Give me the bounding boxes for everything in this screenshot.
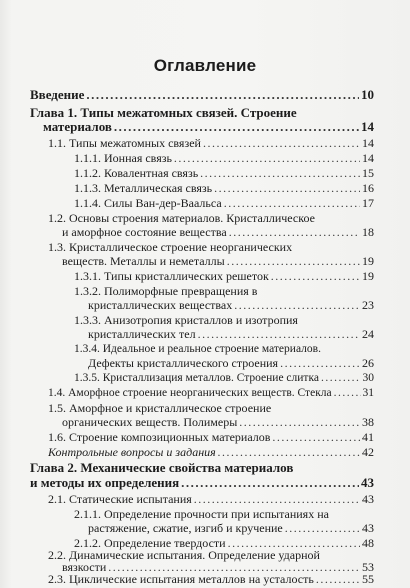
dot-leader [272, 430, 360, 444]
entry-title: 2.3. Циклические испытания металлов на усталость [48, 572, 314, 586]
entry-title: материалов [43, 120, 112, 134]
entry-page: 31 [362, 387, 374, 399]
toc-entry-1-6[interactable] [48, 430, 374, 444]
toc-entry-1-5-line1[interactable]: 1.5. Аморфное и кристаллическое строение [48, 401, 272, 415]
page-title: Оглавление [153, 56, 257, 75]
toc-chapter-2-line1[interactable]: Глава 2. Механические свойства материалов [30, 460, 294, 475]
entry-page: 42 [362, 445, 374, 459]
toc-entry-1-1-1[interactable] [74, 151, 374, 165]
dot-leader [200, 166, 360, 180]
dot-leader [316, 572, 360, 586]
entry-title: вязкости [62, 560, 107, 574]
toc-entry-2-1[interactable] [48, 492, 374, 506]
entry-title: 1.3.1. Типы кристаллических решеток [74, 269, 269, 283]
toc-entry-intro[interactable] [30, 88, 374, 102]
dot-leader [174, 151, 360, 165]
entry-page: 43 [362, 521, 374, 535]
entry-page: 48 [362, 536, 374, 550]
dot-leader [227, 254, 360, 268]
entry-title: 1.1.1. Ионная связь [74, 151, 172, 165]
entry-title: и методы их определения [30, 476, 180, 490]
toc-entry-1-3-line1[interactable]: 1.3. Кристаллическое строение неорганических [48, 240, 293, 254]
entry-page: 15 [362, 166, 374, 180]
entry-title: растяжение, сжатие, изгиб и кручение [88, 521, 283, 535]
entry-page: 55 [362, 572, 374, 586]
entry-title: 1.1.4. Силы Ван-дер-Ваальса [74, 196, 222, 210]
entry-title: 2.1.2. Определение твердости [74, 536, 226, 550]
dot-leader [198, 327, 360, 341]
dot-leader [214, 181, 360, 195]
toc-entry-1-3-4[interactable] [88, 356, 374, 370]
toc-entry-1-1[interactable] [48, 136, 374, 150]
entry-title: Введение [30, 88, 85, 102]
entry-title: Дефекты кристаллического строения [88, 356, 279, 370]
toc-entry-questions-1[interactable] [48, 445, 374, 459]
entry-title: Контрольные вопросы и задания [48, 445, 216, 459]
toc-entry-2-3[interactable] [48, 572, 374, 586]
toc-entry-1-3-3[interactable] [88, 327, 374, 341]
entry-title: 1.6. Строение композиционных материалов [48, 430, 271, 444]
toc-entry-1-2[interactable] [62, 225, 374, 239]
entry-page: 14 [362, 151, 374, 165]
toc-entry-1-2-line1[interactable]: 1.2. Основы строения материалов. Кристаллическое [48, 211, 315, 225]
entry-title: 1.3.5. Кристаллизация металлов. Строение слитка [74, 372, 319, 384]
entry-page: 43 [361, 476, 374, 490]
entry-page: 19 [362, 254, 374, 268]
toc-entry-1-1-4[interactable] [74, 196, 374, 210]
dot-leader [203, 136, 360, 150]
toc-entry-1-3-4-line1[interactable]: 1.3.4. Идеальное и реальное строение материалов. [74, 343, 321, 355]
toc-entry-1-3-2-line1[interactable]: 1.3.2. Полиморфные превращения в [74, 284, 258, 298]
entry-page: 14 [361, 120, 374, 134]
toc-chapter-1-line1[interactable]: Глава 1. Типы межатомных связей. Строение [30, 105, 297, 120]
entry-page: 26 [362, 356, 374, 370]
entry-title: кристаллических веществах [88, 298, 233, 312]
entry-title: 1.4. Аморфное строение неорганических веществ. Стекла [48, 387, 332, 399]
entry-page: 19 [362, 269, 374, 283]
toc-entry-2-1-1[interactable] [88, 521, 374, 535]
entry-title: кристаллических тел [88, 327, 196, 341]
dot-leader [321, 371, 361, 385]
entry-page: 17 [362, 196, 374, 210]
dot-leader [280, 356, 360, 370]
toc-entry-1-1-3[interactable] [74, 181, 374, 195]
dot-leader [181, 476, 359, 490]
entry-page: 24 [362, 327, 374, 341]
entry-title: 1.1. Типы межатомных связей [48, 136, 201, 150]
entry-page: 30 [362, 372, 374, 384]
entry-page: 53 [362, 560, 374, 574]
entry-page: 43 [362, 492, 374, 506]
entry-page: 23 [362, 298, 374, 312]
toc-entry-1-3-5[interactable] [74, 371, 374, 385]
entry-page: 14 [362, 136, 374, 150]
entry-page: 18 [362, 225, 374, 239]
toc-entry-2-2-line1[interactable]: 2.2. Динамические испытания. Определение ударной [48, 548, 320, 562]
toc-chapter-2[interactable] [30, 476, 374, 490]
dot-leader [285, 521, 360, 535]
dot-leader [114, 120, 359, 134]
entry-title: 1.1.3. Металлическая связь [74, 181, 213, 195]
entry-title: веществ. Металлы и неметаллы [62, 254, 225, 268]
toc-entry-2-1-1-line1[interactable]: 2.1.1. Определение прочности при испытаниях на [74, 507, 329, 521]
entry-title: 1.1.2. Ковалентная связь [74, 166, 199, 180]
entry-page: 16 [362, 181, 374, 195]
entry-page: 38 [362, 415, 374, 429]
toc-entry-1-3-1[interactable] [74, 269, 374, 283]
toc-entry-1-4[interactable] [48, 386, 374, 400]
toc-chapter-1[interactable] [43, 120, 374, 134]
toc-entry-1-3[interactable] [62, 254, 374, 268]
dot-leader [218, 445, 360, 459]
dot-leader [229, 225, 360, 239]
entry-title: 2.1. Статические испытания [48, 492, 192, 506]
entry-title: и аморфное состояние вещества [62, 225, 227, 239]
toc-entry-1-3-2[interactable] [88, 298, 374, 312]
dot-leader [234, 298, 360, 312]
entry-page: 41 [362, 430, 374, 444]
dot-leader [271, 269, 360, 283]
entry-page: 10 [361, 88, 374, 102]
dot-leader [224, 196, 360, 210]
toc-entry-1-3-3-line1[interactable]: 1.3.3. Анизотропия кристаллов и изотропия [74, 313, 298, 327]
toc-entry-1-5[interactable] [62, 415, 374, 429]
toc-entry-1-1-2[interactable] [74, 166, 374, 180]
entry-title: органических веществ. Полимеры [62, 415, 238, 429]
dot-leader [194, 492, 360, 506]
dot-leader [239, 415, 360, 429]
dot-leader [334, 386, 361, 400]
dot-leader [86, 88, 359, 102]
